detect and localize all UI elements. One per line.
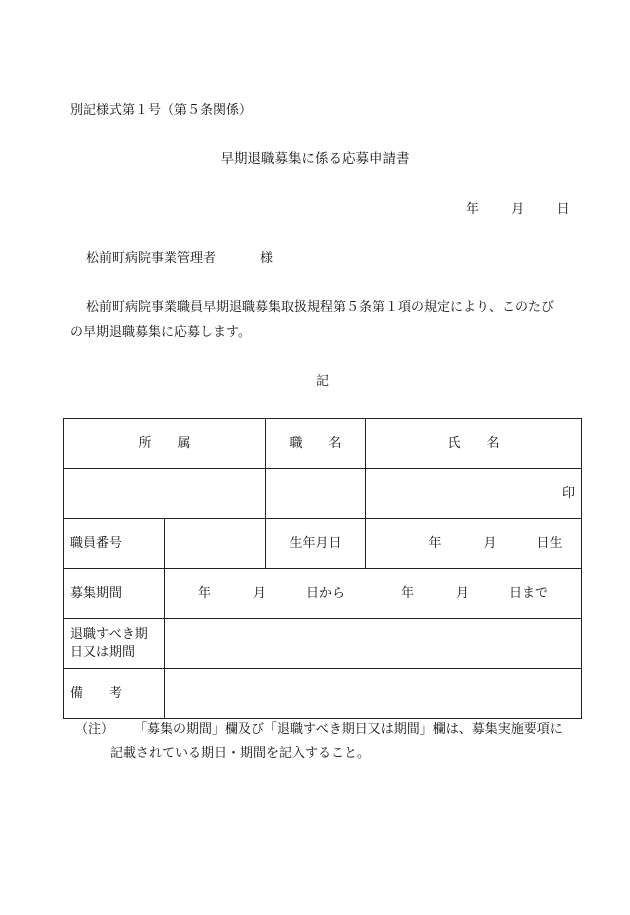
date-month: 月 (511, 202, 525, 217)
seal-mark: 印 (562, 485, 576, 501)
table-row-employee (64, 519, 582, 569)
recruit-period-label: 募集期間 (64, 569, 165, 619)
affiliation-cell[interactable] (64, 469, 266, 519)
document-title: 早期退職募集に係る応募申請書 (220, 151, 410, 167)
birth-year: 年 (428, 535, 442, 551)
recruit-from-month: 月 (252, 585, 266, 601)
employee-number-cell[interactable] (165, 519, 266, 569)
name-cell[interactable] (366, 469, 582, 519)
table-header-row (64, 419, 582, 469)
table-input-row (64, 469, 582, 519)
recruit-to-month: 月 (456, 585, 470, 601)
application-table (63, 418, 582, 719)
affiliation-header: 所 属 (64, 419, 266, 469)
retire-label-line1: 退職すべき期 (70, 626, 148, 642)
recruit-from-day: 日から (305, 585, 345, 601)
recruit-to-day: 日まで (509, 585, 549, 601)
table-row-retire (64, 619, 582, 669)
recruit-to-year: 年 (401, 585, 415, 601)
name-header: 氏 名 (366, 419, 582, 469)
position-cell[interactable] (266, 469, 366, 519)
body-text-line1: 松前町病院事業職員早期退職募集取扱規程第５条第１項の規定により、このたび (86, 300, 555, 315)
ki-heading: 記 (315, 374, 329, 389)
addressee (86, 251, 273, 267)
date-day: 日 (556, 202, 570, 217)
note-text-line2: 記載されている期日・期間を記入すること。 (110, 746, 371, 761)
retire-label-line2: 日又は期間 (70, 644, 136, 660)
table-row-recruit (64, 569, 582, 619)
note-prefix: （注） (75, 722, 115, 737)
date-line (466, 202, 570, 218)
retire-date-cell[interactable] (165, 619, 582, 669)
note-line1 (75, 722, 563, 738)
table-row-remarks (64, 669, 582, 719)
recruit-from-year: 年 (197, 585, 211, 601)
remarks-label: 備 考 (64, 669, 165, 719)
note-text-line1: 「募集の期間」欄及び「退職すべき期日又は期間」欄は、募集実施要項に (134, 722, 563, 737)
birthdate-label: 生年月日 (266, 519, 366, 569)
body-text-line2: の早期退職募集に応募します。 (70, 325, 251, 340)
remarks-cell[interactable] (165, 669, 582, 719)
recruit-period-cell[interactable] (165, 569, 582, 619)
retire-date-label (64, 619, 165, 669)
birth-day: 日生 (536, 535, 563, 551)
addressee-name: 松前町病院事業管理者 (86, 251, 217, 266)
position-header: 職 名 (266, 419, 366, 469)
birthdate-cell[interactable] (366, 519, 582, 569)
employee-number-label: 職員番号 (64, 519, 165, 569)
form-number: 別記様式第１号（第５条関係） (70, 103, 253, 118)
birth-month: 月 (483, 535, 497, 551)
addressee-honorific: 様 (260, 251, 274, 266)
date-year: 年 (466, 202, 480, 217)
